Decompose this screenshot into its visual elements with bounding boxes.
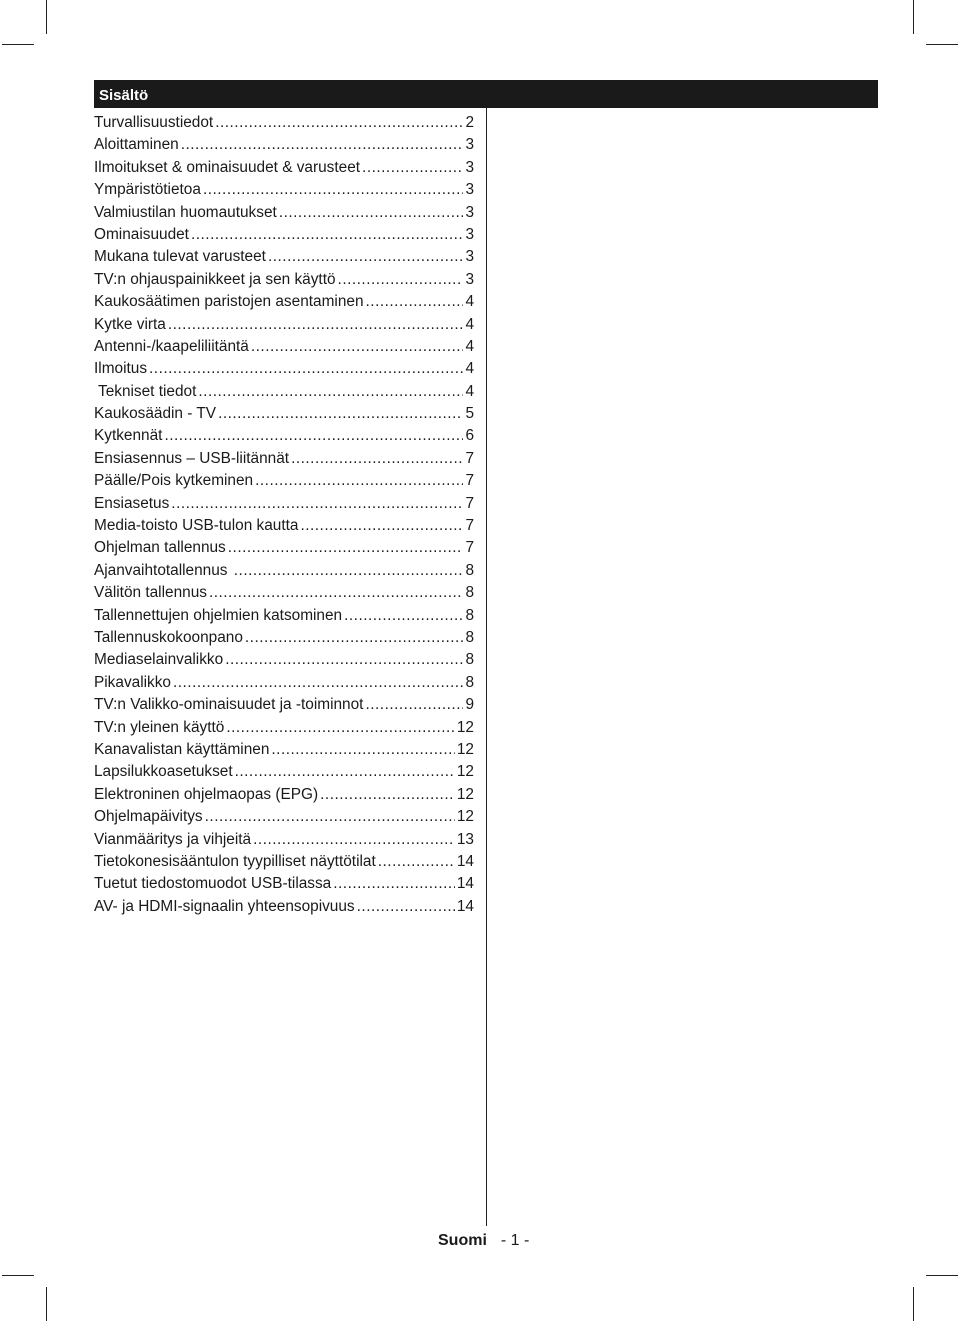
toc-entry[interactable] [94, 761, 474, 783]
toc-entry-page: 7 [465, 494, 474, 512]
toc-entry[interactable] [94, 246, 474, 268]
toc-entry-title: Mediaselainvalikko [94, 651, 224, 669]
toc-leader-dots [218, 403, 463, 425]
toc-entry[interactable] [94, 515, 474, 537]
toc-leader-dots [173, 672, 463, 694]
toc-entry[interactable] [94, 649, 474, 671]
toc-entry-page: 3 [465, 203, 474, 221]
toc-leader-dots [198, 381, 463, 403]
toc-entry-title: Antenni-/kaapeliliitäntä [94, 337, 249, 355]
toc-entry[interactable] [94, 560, 474, 582]
toc-entry-title: Kytkennät [94, 427, 163, 445]
toc-entry[interactable] [94, 179, 474, 201]
toc-entry-title: Ilmoitukset & ominaisuudet & varusteet [94, 158, 361, 176]
table-of-contents [94, 112, 474, 918]
toc-entry[interactable] [94, 202, 474, 224]
toc-leader-dots [338, 269, 464, 291]
toc-entry-page: 4 [465, 382, 474, 400]
toc-entry-title: Kytke virta [94, 315, 166, 333]
crop-mark-top-right [913, 0, 914, 34]
toc-leader-dots [226, 717, 455, 739]
toc-entry[interactable] [94, 381, 474, 403]
toc-entry[interactable] [94, 672, 474, 694]
toc-entry-title: Turvallisuustiedot [94, 114, 214, 131]
toc-entry-page: 8 [465, 673, 474, 691]
crop-mark-bottom-right [913, 1287, 914, 1321]
toc-entry-title: Valmiustilan huomautukset [94, 203, 277, 221]
toc-leader-dots [320, 784, 455, 806]
toc-entry-title: TV:n yleinen käyttö [94, 718, 225, 736]
contents-header-bar [94, 80, 878, 108]
toc-entry-page: 2 [465, 114, 474, 131]
toc-leader-dots [209, 582, 463, 604]
toc-entry-page: 14 [456, 897, 474, 915]
toc-entry-page: 4 [465, 315, 474, 333]
toc-entry-title: Lapsilukkoasetukset [94, 763, 233, 781]
toc-entry-title: Tallennuskokoonpano [94, 628, 243, 646]
toc-entry-page: 4 [465, 337, 474, 355]
crop-mark-bottom-left [46, 1287, 47, 1321]
toc-entry-title: Ajanvaihtotallennus [94, 561, 232, 579]
toc-entry-title: Vianmääritys ja vihjeitä [94, 830, 252, 848]
toc-entry-page: 12 [456, 785, 474, 803]
column-divider [486, 108, 487, 1226]
toc-entry[interactable] [94, 403, 474, 425]
toc-entry[interactable] [94, 358, 474, 380]
toc-entry-title: Ohjelmapäivitys [94, 808, 203, 826]
toc-entry-title: Välitön tallennus [94, 584, 207, 602]
toc-entry-title: Mukana tulevat varusteet [94, 248, 266, 266]
toc-entry-page: 3 [465, 248, 474, 266]
toc-entry-page: 8 [465, 628, 474, 646]
toc-entry-title: Kaukosäädin - TV [94, 405, 217, 423]
toc-leader-dots [300, 515, 463, 537]
toc-entry-title: Ominaisuudet [94, 225, 189, 243]
toc-leader-dots [149, 358, 463, 380]
toc-leader-dots [245, 627, 464, 649]
toc-entry-title: Ohjelman tallennus [94, 539, 226, 557]
toc-entry-title: Aloittaminen [94, 136, 179, 154]
toc-entry-page: 7 [465, 472, 474, 490]
toc-entry-title: Tallennettujen ohjelmien katsominen [94, 606, 343, 624]
toc-entry-title: Tietokonesisääntulon tyypilliset näyttötilat [94, 852, 376, 870]
toc-entry-page: 3 [465, 158, 474, 176]
toc-entry-page: 4 [465, 293, 474, 311]
toc-leader-dots [251, 336, 464, 358]
toc-entry-title: TV:n ohjauspainikkeet ja sen käyttö [94, 270, 336, 288]
toc-entry-title: Tekniset tiedot [94, 382, 197, 400]
toc-leader-dots [228, 537, 464, 559]
toc-entry-title: AV- ja HDMI-signaalin yhteensopivuus [94, 897, 355, 915]
toc-entry-title: Kaukosäätimen paristojen asentaminen [94, 293, 364, 311]
toc-leader-dots [205, 806, 455, 828]
contents-title: Sisältö [99, 87, 149, 104]
toc-entry[interactable] [94, 717, 474, 739]
toc-leader-dots [234, 560, 464, 582]
toc-entry-page: 4 [465, 360, 474, 378]
toc-entry-page: 7 [465, 449, 474, 467]
toc-leader-dots [271, 739, 454, 761]
toc-entry[interactable] [94, 134, 474, 156]
toc-entry-page: 3 [465, 225, 474, 243]
toc-entry-title: Ensiasennus – USB-liitännät [94, 449, 290, 467]
toc-entry[interactable] [94, 448, 474, 470]
toc-entry-page: 12 [456, 718, 474, 736]
page-footer [438, 1231, 529, 1251]
toc-entry[interactable] [94, 694, 474, 716]
toc-leader-dots [164, 425, 463, 447]
toc-entry-page: 7 [465, 517, 474, 535]
toc-entry-page: 12 [456, 763, 474, 781]
toc-entry-page: 12 [456, 740, 474, 758]
toc-entry-page: 8 [465, 651, 474, 669]
toc-leader-dots [344, 605, 463, 627]
toc-entry[interactable] [94, 605, 474, 627]
toc-entry-title: Päälle/Pois kytkeminen [94, 472, 254, 490]
footer-page-number: - 1 - [500, 1232, 530, 1249]
toc-leader-dots [181, 134, 464, 156]
crop-mark-top-right-h [926, 44, 958, 45]
toc-leader-dots [225, 649, 463, 671]
toc-entry[interactable] [94, 582, 474, 604]
toc-leader-dots [378, 851, 455, 873]
toc-entry[interactable] [94, 537, 474, 559]
toc-leader-dots [171, 493, 463, 515]
toc-entry[interactable] [94, 851, 474, 873]
toc-entry-page: 12 [456, 808, 474, 826]
toc-entry[interactable] [94, 627, 474, 649]
crop-mark-top-left-h [2, 44, 34, 45]
toc-leader-dots [279, 202, 464, 224]
toc-entry-title: Kanavalistan käyttäminen [94, 740, 270, 758]
toc-entry-page: 8 [465, 606, 474, 624]
toc-leader-dots [366, 291, 464, 313]
toc-entry-title: Ympäristötietoa [94, 181, 201, 199]
toc-leader-dots [235, 761, 455, 783]
toc-entry[interactable] [94, 829, 474, 851]
crop-mark-bottom-left-h [2, 1275, 34, 1276]
toc-entry[interactable] [94, 470, 474, 492]
toc-entry-page: 9 [465, 696, 474, 714]
toc-leader-dots [357, 896, 455, 918]
toc-entry-title: Tuetut tiedostomuodot USB-tilassa [94, 875, 332, 893]
toc-entry-title: Ensiasetus [94, 494, 170, 512]
toc-leader-dots [168, 314, 464, 336]
toc-entry[interactable] [94, 112, 474, 134]
toc-entry-title: TV:n Valikko-ominaisuudet ja -toiminnot [94, 696, 364, 714]
toc-leader-dots [215, 112, 463, 134]
toc-entry-page: 5 [465, 405, 474, 423]
toc-entry-page: 13 [456, 830, 474, 848]
toc-leader-dots [253, 829, 455, 851]
toc-entry-title: Elektroninen ohjelmaopas (EPG) [94, 785, 319, 803]
toc-entry-page: 8 [465, 584, 474, 602]
toc-entry-title: Pikavalikko [94, 673, 171, 691]
toc-entry-page: 7 [465, 539, 474, 557]
footer-language: Suomi [438, 1232, 487, 1249]
toc-entry[interactable] [94, 291, 474, 313]
toc-entry-page: 3 [465, 181, 474, 199]
toc-entry[interactable] [94, 873, 474, 895]
toc-leader-dots [255, 470, 463, 492]
toc-entry[interactable] [94, 784, 474, 806]
toc-entry[interactable] [94, 157, 474, 179]
toc-entry-page: 3 [465, 136, 474, 154]
toc-entry-title: Ilmoitus [94, 360, 148, 378]
toc-leader-dots [333, 873, 455, 895]
toc-entry-page: 3 [465, 270, 474, 288]
toc-entry-page: 6 [465, 427, 474, 445]
toc-entry-page: 14 [456, 875, 474, 893]
toc-entry[interactable] [94, 806, 474, 828]
toc-leader-dots [191, 224, 463, 246]
toc-entry[interactable] [94, 493, 474, 515]
toc-entry-title: Media-toisto USB-tulon kautta [94, 517, 299, 535]
toc-entry-page: 8 [465, 561, 474, 579]
toc-leader-dots [291, 448, 463, 470]
crop-mark-bottom-right-h [926, 1275, 958, 1276]
toc-leader-dots [203, 179, 464, 201]
toc-entry[interactable] [94, 896, 474, 918]
toc-leader-dots [268, 246, 463, 268]
toc-entry[interactable] [94, 269, 474, 291]
toc-leader-dots [362, 157, 463, 179]
toc-entry[interactable] [94, 336, 474, 358]
toc-entry[interactable] [94, 314, 474, 336]
toc-leader-dots [365, 694, 463, 716]
crop-mark-top-left [46, 0, 47, 34]
toc-entry[interactable] [94, 425, 474, 447]
toc-entry[interactable] [94, 224, 474, 246]
toc-entry-page: 14 [456, 852, 474, 870]
toc-entry[interactable] [94, 739, 474, 761]
